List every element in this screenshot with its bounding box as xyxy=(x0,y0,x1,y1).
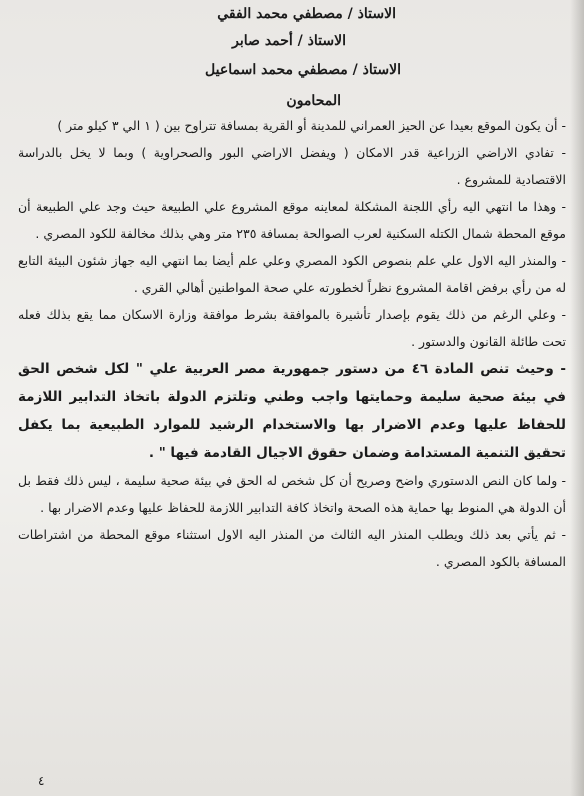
paragraph-distance-requirement: - أن يكون الموقع بعيدا عن الحيز العمراني للمدينة أو القرية بمسافة تتراوح بين ( ١ الي ٣ كيلو متر ) xyxy=(57,118,566,133)
paragraph-agricultural-land: - تفادي الاراضي الزراعية قدر الامكان ( ويفضل الاراضي البور والصحراوية ) وبما لا يخل بالدراسة الاقتصادية للمشروع . xyxy=(18,145,566,187)
paragraph-constitution-article-46: - وحيث تنص المادة ٤٦ من دستور جمهورية مصر العربية علي " لكل شخص الحق في بيئة صحية سليمة وحمايتها واجب وطني وتلتزم الدولة باتخاذ التدابير اللازمة للحفاظ عليها وعدم الاضرار بها والاستخدام الرشيد للموارد الطبيعية بما يكفل تحقيق التنمية المستدامة وضمان حقوق الاجيال القادمة فيها " . xyxy=(18,361,566,461)
page-edge-shadow xyxy=(570,0,584,796)
header-lawyer-1: الاستاذ / مصطفي محمد الفقي xyxy=(217,6,396,22)
paragraph-committee-finding: - وهذا ما انتهي اليه رأي اللجنة المشكلة لمعاينه موقع المشروع علي الطبيعة حيث وجد علي الطبيعة أن موقع المحطة شمال الكتله السكنية لعرب الصوالحة بمسافة ٢٣٥ متر وهي بذلك مخالفة للكود المصري . xyxy=(18,199,566,241)
header-lawyer-3: الاستاذ / مصطفي محمد اسماعيل xyxy=(205,62,401,78)
paragraph-first-respondent-knowledge: - والمنذر اليه الاول علي علم بنصوص الكود المصري وعلي علم أيضا بما انتهي اليه جهاز شئون البيئة التابع له من رأي برفض اقامة المشروع نظراً لخطورته علي صحة المواطنين أهالي القري . xyxy=(18,253,566,295)
paragraph-approval-endorsement: - وعلي الرغم من ذلك يقوم بإصدار تأشيرة بالموافقة بشرط موافقة وزارة الاسكان مما يقع بذلك فعله تحت طائلة القانون والدستور . xyxy=(18,307,566,349)
page-number: ٤ xyxy=(38,774,45,788)
header-title-lawyers: المحامون xyxy=(286,93,341,109)
document-body xyxy=(18,112,566,575)
paragraph-exception-request: - ثم يأتي بعد ذلك ويطلب المنذر اليه الثالث من المنذر اليه الاول استثناء موقع المحطة من اشتراطات المسافة بالكود المصري . xyxy=(18,527,566,569)
paragraph-constitutional-right: - ولما كان النص الدستوري واضح وصريح أن كل شخص له الحق في بيئة صحية سليمة ، ليس ذلك فقط بل أن الدولة هي المنوط بها حماية هذه الصحة واتخاذ كافة التدابير اللازمة للحفاظ عليها وعدم الاضرار بها . xyxy=(18,473,566,515)
header-lawyer-2: الاستاذ / أحمد صابر xyxy=(232,33,346,49)
